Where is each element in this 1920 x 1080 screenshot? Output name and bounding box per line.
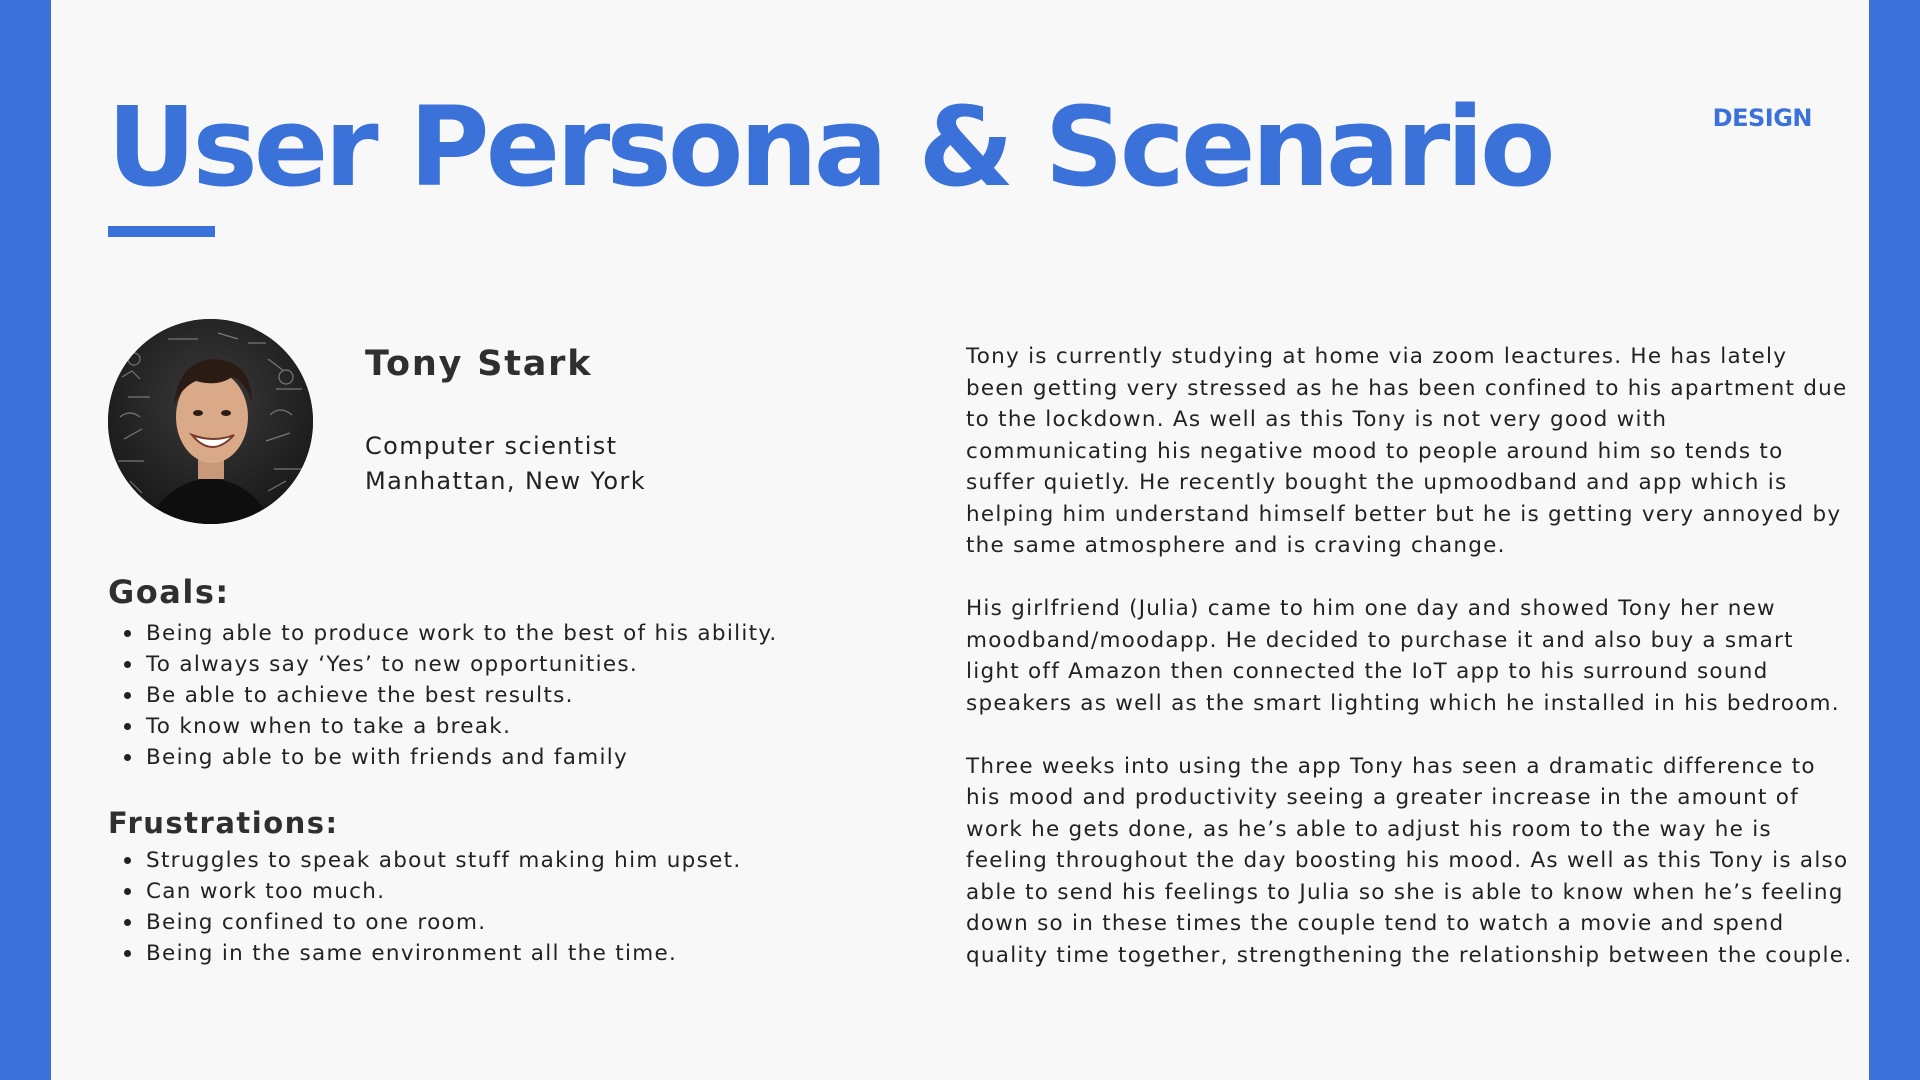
title-underline xyxy=(108,226,215,237)
list-item: Be able to achieve the best results. xyxy=(108,680,777,711)
text-line: His girlfriend (Julia) came to him one day and showed Tony her new xyxy=(966,596,1776,621)
text-line: quality time together, strengthening the relationship between the couple. xyxy=(966,942,1853,968)
scenario-paragraph xyxy=(966,341,1848,562)
list-item: Can work too much. xyxy=(108,876,742,907)
frustrations-heading: Frustrations: xyxy=(108,806,339,840)
text-line: communicating his negative mood to people around him so tends to xyxy=(966,438,1784,464)
list-item: Being in the same environment all the time. xyxy=(108,938,742,969)
list-item: To know when to take a break. xyxy=(108,711,777,742)
list-item: Being confined to one room. xyxy=(108,907,742,938)
persona-location: Manhattan, New York xyxy=(365,467,647,495)
goals-list xyxy=(108,618,777,773)
list-item: Being able to be with friends and family xyxy=(108,742,777,773)
persona-occupation: Computer scientist xyxy=(365,432,618,460)
scenario-paragraph xyxy=(966,593,1840,719)
section-tag: DESIGN xyxy=(1712,104,1812,132)
text-line: the same atmosphere and is craving change. xyxy=(966,533,1506,558)
person-photo-icon xyxy=(108,319,313,524)
text-line: suffer quietly. He recently bought the upmoodband and app which is xyxy=(966,470,1788,495)
text-line: Three weeks into using the app Tony has seen a dramatic difference to xyxy=(966,753,1816,779)
text-line: helping him understand himself better but he is getting very annoyed by xyxy=(966,501,1842,527)
page-title: User Persona & Scenario xyxy=(107,83,1552,211)
persona-name: Tony Stark xyxy=(365,344,593,384)
text-line: able to send his feelings to Julia so she is able to know when he’s feeling xyxy=(966,879,1844,905)
text-line: his mood and productivity seeing a greater increase in the amount of xyxy=(966,785,1800,810)
avatar xyxy=(108,319,313,524)
goals-heading: Goals: xyxy=(108,573,230,611)
text-line: moodband/moodapp. He decided to purchase it and also buy a smart xyxy=(966,627,1794,653)
scenario-text xyxy=(966,341,1853,1003)
text-line: light off Amazon then connected the IoT app to his surround sound xyxy=(966,659,1769,684)
text-line: speakers as well as the smart lighting which he installed in his bedroom. xyxy=(966,690,1840,716)
text-line: feeling throughout the day boosting his mood. As well as this Tony is also xyxy=(966,848,1849,873)
slide xyxy=(51,0,1869,1080)
scenario-paragraph xyxy=(966,751,1853,972)
list-item: Being able to produce work to the best of his ability. xyxy=(108,618,777,649)
frustrations-list xyxy=(108,845,742,969)
text-line: to the lockdown. As well as this Tony is not very good with xyxy=(966,407,1668,432)
list-item: To always say ‘Yes’ to new opportunities. xyxy=(108,649,777,680)
list-item: Struggles to speak about stuff making him upset. xyxy=(108,845,742,876)
text-line: work he gets done, as he’s able to adjust his room to the way he is xyxy=(966,816,1772,842)
text-line: been getting very stressed as he has been confined to his apartment due xyxy=(966,375,1848,401)
text-line: Tony is currently studying at home via zoom leactures. He has lately xyxy=(966,344,1788,369)
text-line: down so in these times the couple tend to watch a movie and spend xyxy=(966,911,1785,936)
